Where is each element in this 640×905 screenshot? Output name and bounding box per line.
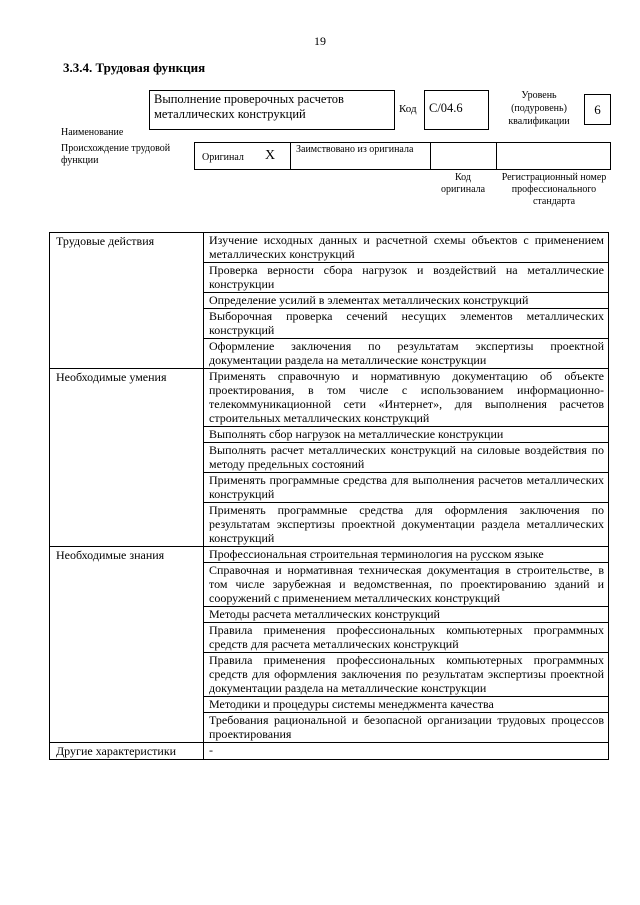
origin-original-cell [195,143,291,169]
table-row [50,743,609,760]
section-title: 3.3.4. Трудовая функция [63,60,206,75]
registration-caption: Регистрационный номер профессионального стандарта [501,172,607,207]
level-label: Уровень (подуровень) квалификации [508,90,570,127]
origin-borrowed-label: Заимствовано из оригинала [291,143,431,169]
level-value: 6 [584,94,611,125]
origin-original-label: Оригинал [202,152,244,163]
table-cell-item: Применять программные средства для выполнения расчетов металлических конструкций [204,473,609,503]
table-cell-item: Выполнять расчет металлических конструкций на силовые воздействия по методу предельных состояний [204,443,609,473]
name-label: Наименование [61,127,124,138]
table-cell-item: - [204,743,609,760]
name-value: Выполнение проверочных расчетов металлических конструкций [149,90,395,130]
table-row [50,547,609,563]
table-cell-item: Оформление заключения по результатам экспертизы проектной документации раздела на металлические конструкции [204,339,609,369]
table-cell-item: Выборочная проверка сечений несущих элементов металлических конструкций [204,309,609,339]
code-value: С/04.6 [424,90,489,130]
page-number: 19 [314,34,326,48]
category-label: Другие характеристики [50,743,204,760]
category-label: Трудовые действия [50,233,204,369]
table-row [50,369,609,427]
table-cell-item: Требования рациональной и безопасной организации трудовых процессов проектирования [204,713,609,743]
code-label: Код [399,103,417,115]
category-label: Необходимые умения [50,369,204,547]
table-cell-item: Методики и процедуры системы менеджмента качества [204,697,609,713]
table-cell-item: Определение усилий в элементах металлических конструкций [204,293,609,309]
table-cell-item: Изучение исходных данных и расчетной схемы объектов с применением металлических конструкций [204,233,609,263]
origin-label: Происхождение трудовой функции [61,143,171,166]
origin-reg-cell [497,143,612,169]
origin-row [194,142,611,170]
table-cell-item: Выполнять сбор нагрузок на металлические конструкции [204,427,609,443]
table-cell-item: Справочная и нормативная техническая документация в строительстве, в том числе зарубежная и ведомственная, по проектированию зданий и сооружений с применением металлических конструкций [204,563,609,607]
labor-function-table [49,232,609,760]
origin-code-cell [431,143,497,169]
code-original-caption: Код оригинала [440,172,486,195]
table-row [50,233,609,263]
table-cell-item: Проверка верности сбора нагрузок и воздействий на металлические конструкции [204,263,609,293]
table-cell-item: Применять программные средства для оформления заключения по результатам экспертизы проектной документации раздела металлических конструкций [204,503,609,547]
table-cell-item: Правила применения профессиональных компьютерных программных средств для расчета металлических конструкций [204,623,609,653]
table-cell-item: Профессиональная строительная терминология на русском языке [204,547,609,563]
table-cell-item: Применять справочную и нормативную документацию об объекте проектирования, в том числе с использованием информационно-телекоммуникационной сети «Интернет», для выполнения расчетов строительных металлических конструкций [204,369,609,427]
category-label: Необходимые знания [50,547,204,743]
table-cell-item: Методы расчета металлических конструкций [204,607,609,623]
table-cell-item: Правила применения профессиональных компьютерных программных средств для оформления заключения по результатам экспертизы проектной документации раздела на металлические конструкции [204,653,609,697]
origin-original-mark: X [265,148,276,163]
